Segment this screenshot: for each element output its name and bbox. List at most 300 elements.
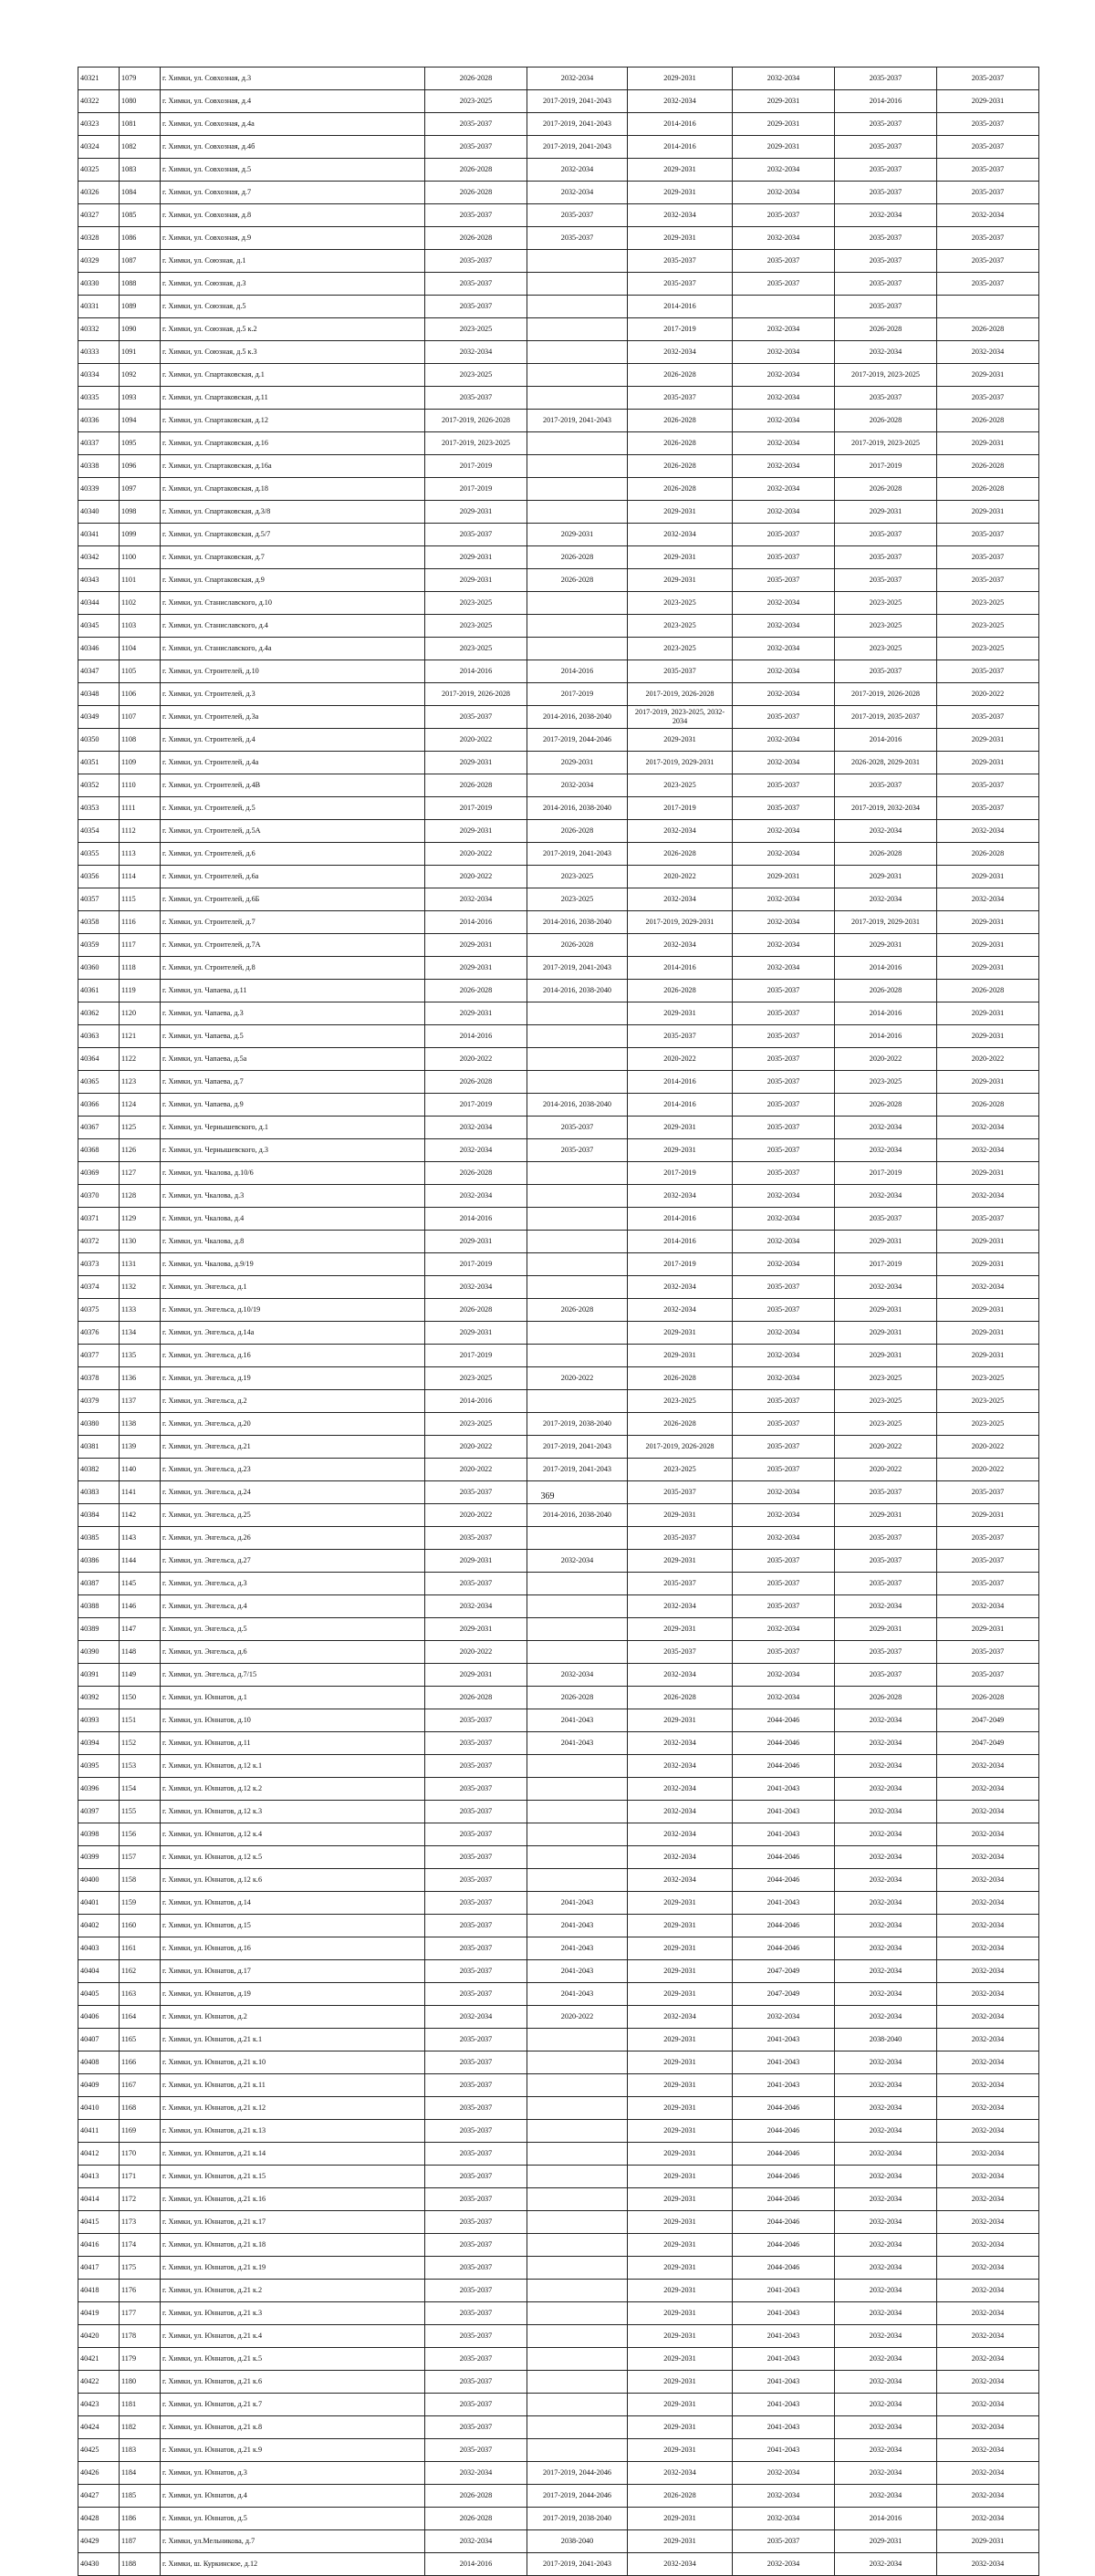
table-cell: 2029-2031 xyxy=(628,1322,733,1345)
table-cell: 2014-2016 xyxy=(835,729,937,752)
table-cell: 2026-2028 xyxy=(937,318,1039,341)
table-cell: г. Химки, ул. Юннатов, д.21 к.11 xyxy=(161,2074,425,2097)
table-cell: г. Химки, ул. Юннатов, д.12 к.6 xyxy=(161,1869,425,1892)
table-cell: г. Химки, ул. Юннатов, д.21 к.14 xyxy=(161,2143,425,2166)
table-cell: 2032-2034 xyxy=(937,2439,1039,2462)
table-cell: 2032-2034 xyxy=(835,2257,937,2280)
table-cell: 2032-2034 xyxy=(835,1983,937,2006)
table-cell: 2023-2025 xyxy=(425,592,527,615)
table-cell: 40383 xyxy=(78,1481,120,1504)
table-cell: 1128 xyxy=(120,1185,161,1208)
table-cell: 1147 xyxy=(120,1618,161,1641)
table-cell: 40414 xyxy=(78,2188,120,2211)
table-cell: 1162 xyxy=(120,1960,161,1983)
table-cell: 40337 xyxy=(78,432,120,455)
table-cell: 2026-2028 xyxy=(835,318,937,341)
table-cell: 2035-2037 xyxy=(835,524,937,546)
table-cell: 1135 xyxy=(120,1345,161,1367)
table-cell xyxy=(527,432,628,455)
table-cell: 40401 xyxy=(78,1892,120,1915)
table-cell: 2032-2034 xyxy=(937,2302,1039,2325)
table-cell xyxy=(527,2371,628,2394)
table-cell: 2029-2031 xyxy=(628,2188,733,2211)
table-cell: 2035-2037 xyxy=(628,1527,733,1550)
table-cell: 1164 xyxy=(120,2006,161,2029)
table-cell: г. Химки, ул. Совхозная, д.9 xyxy=(161,227,425,250)
table-cell: 2032-2034 xyxy=(628,524,733,546)
table-row xyxy=(78,455,1039,478)
table-cell: г. Химки, ул. Совхозная, д.5 xyxy=(161,159,425,182)
table-cell: 2029-2031 xyxy=(425,957,527,980)
table-cell xyxy=(527,2257,628,2280)
table-cell: 1178 xyxy=(120,2325,161,2348)
table-cell xyxy=(527,615,628,638)
table-cell: 1100 xyxy=(120,546,161,569)
table-cell: 2029-2031 xyxy=(733,866,835,888)
table-cell: 2044-2046 xyxy=(733,1869,835,1892)
table-cell xyxy=(527,1208,628,1231)
table-cell: 2032-2034 xyxy=(937,2325,1039,2348)
table-cell: 1132 xyxy=(120,1276,161,1299)
table-cell: 2017-2019 xyxy=(425,1253,527,1276)
table-cell: 2029-2031 xyxy=(527,524,628,546)
table-row xyxy=(78,1892,1039,1915)
table-cell: 2035-2037 xyxy=(937,546,1039,569)
table-cell: 2017-2019, 2041-2043 xyxy=(527,957,628,980)
table-cell: 2032-2034 xyxy=(733,478,835,501)
table-row xyxy=(78,615,1039,638)
table-cell: 2032-2034 xyxy=(733,182,835,204)
table-cell: 2032-2034 xyxy=(733,911,835,934)
table-row xyxy=(78,660,1039,683)
table-cell: 2032-2034 xyxy=(937,1960,1039,1983)
table-cell: 2035-2037 xyxy=(835,182,937,204)
table-cell: 2017-2019, 2023-2025, 2032-2034 xyxy=(628,706,733,729)
table-row xyxy=(78,1345,1039,1367)
table-cell xyxy=(527,1618,628,1641)
table-cell: г. Химки, ул. Чкалова, д.9/19 xyxy=(161,1253,425,1276)
table-cell: 2026-2028 xyxy=(425,1071,527,1094)
table-cell: 2035-2037 xyxy=(937,660,1039,683)
table-cell: 1165 xyxy=(120,2029,161,2051)
table-cell: 2032-2034 xyxy=(937,1801,1039,1823)
table-cell: 2035-2037 xyxy=(425,2074,527,2097)
table-cell: 2029-2031 xyxy=(425,820,527,843)
table-cell: 2032-2034 xyxy=(628,1823,733,1846)
table-row xyxy=(78,2097,1039,2120)
table-cell: 2035-2037 xyxy=(425,296,527,318)
table-cell xyxy=(733,296,835,318)
table-cell: 2023-2025 xyxy=(937,592,1039,615)
table-cell: 2029-2031 xyxy=(628,1618,733,1641)
table-cell: 2035-2037 xyxy=(425,204,527,227)
table-cell xyxy=(527,341,628,364)
table-cell: г. Химки, ул. Юннатов, д.5 xyxy=(161,2508,425,2530)
table-cell: 2035-2037 xyxy=(425,113,527,136)
table-cell: 2044-2046 xyxy=(733,2143,835,2166)
table-row xyxy=(78,2485,1039,2508)
table-cell: 2017-2019, 2029-2031 xyxy=(835,911,937,934)
table-cell xyxy=(527,1390,628,1413)
table-cell: 2032-2034 xyxy=(835,2348,937,2371)
table-cell: 40341 xyxy=(78,524,120,546)
table-cell: 1125 xyxy=(120,1117,161,1139)
table-cell: г. Химки, ул. Чкалова, д.3 xyxy=(161,1185,425,1208)
table-row xyxy=(78,364,1039,387)
table-row xyxy=(78,90,1039,113)
table-cell: 2026-2028 xyxy=(628,455,733,478)
table-cell: 2032-2034 xyxy=(835,1709,937,1732)
table-cell: 2023-2025 xyxy=(835,615,937,638)
table-cell: 1182 xyxy=(120,2416,161,2439)
table-cell: 2035-2037 xyxy=(733,1162,835,1185)
table-cell: 2035-2037 xyxy=(628,660,733,683)
table-cell: 2035-2037 xyxy=(527,1139,628,1162)
table-row xyxy=(78,501,1039,524)
table-cell: г. Химки, ул. Юннатов, д.4 xyxy=(161,2485,425,2508)
table-cell: 2035-2037 xyxy=(527,227,628,250)
table-cell: 2026-2028 xyxy=(835,1094,937,1117)
table-row xyxy=(78,1459,1039,1481)
table-cell: 2029-2031 xyxy=(835,1618,937,1641)
table-cell: 1185 xyxy=(120,2485,161,2508)
table-cell: 2029-2031 xyxy=(937,1299,1039,1322)
table-cell: 2032-2034 xyxy=(733,1527,835,1550)
table-cell: 2017-2019 xyxy=(835,455,937,478)
table-cell: 40428 xyxy=(78,2508,120,2530)
table-cell: 2035-2037 xyxy=(425,2166,527,2188)
table-row xyxy=(78,410,1039,432)
table-row xyxy=(78,2371,1039,2394)
table-cell: 40355 xyxy=(78,843,120,866)
table-cell: 2029-2031 xyxy=(425,1664,527,1687)
table-cell: 40339 xyxy=(78,478,120,501)
table-cell: 2032-2034 xyxy=(733,729,835,752)
table-cell xyxy=(527,2302,628,2325)
table-cell: г. Химки, ул. Энгельса, д.25 xyxy=(161,1504,425,1527)
table-cell: 2032-2034 xyxy=(937,2348,1039,2371)
table-cell: 2032-2034 xyxy=(835,2074,937,2097)
table-cell: 2032-2034 xyxy=(628,820,733,843)
table-cell: 1084 xyxy=(120,182,161,204)
table-cell xyxy=(527,2211,628,2234)
table-cell: 2032-2034 xyxy=(425,2006,527,2029)
table-row xyxy=(78,2439,1039,2462)
table-cell: 2035-2037 xyxy=(425,1527,527,1550)
table-cell: 40421 xyxy=(78,2348,120,2371)
table-cell: 2029-2031 xyxy=(628,182,733,204)
table-cell: 2032-2034 xyxy=(835,1732,937,1755)
table-cell: 2035-2037 xyxy=(733,1641,835,1664)
table-cell: 2029-2031 xyxy=(835,1299,937,1322)
table-cell: г. Химки, ул. Строителей, д.7А xyxy=(161,934,425,957)
table-cell: 2032-2034 xyxy=(937,1983,1039,2006)
table-cell xyxy=(527,250,628,273)
table-cell: 2032-2034 xyxy=(937,2074,1039,2097)
table-cell: 2029-2031 xyxy=(425,1550,527,1573)
table-cell: г. Химки, ул. Юннатов, д.12 к.2 xyxy=(161,1778,425,1801)
table-cell: 40356 xyxy=(78,866,120,888)
table-cell: 1137 xyxy=(120,1390,161,1413)
table-cell: 2032-2034 xyxy=(628,1778,733,1801)
table-cell: 2032-2034 xyxy=(733,820,835,843)
table-cell: 2014-2016 xyxy=(628,1208,733,1231)
table-row xyxy=(78,546,1039,569)
table-cell: 2035-2037 xyxy=(733,524,835,546)
table-cell: 2035-2037 xyxy=(937,774,1039,797)
table-cell: 2029-2031 xyxy=(628,1345,733,1367)
table-row xyxy=(78,569,1039,592)
table-cell: 1150 xyxy=(120,1687,161,1709)
table-cell: 2035-2037 xyxy=(937,569,1039,592)
table-row xyxy=(78,68,1039,90)
table-cell: 2029-2031 xyxy=(628,2029,733,2051)
table-cell: 2032-2034 xyxy=(835,1117,937,1139)
table-cell xyxy=(527,1253,628,1276)
table-cell: 2035-2037 xyxy=(733,1459,835,1481)
table-row xyxy=(78,1664,1039,1687)
table-cell: 2032-2034 xyxy=(733,957,835,980)
table-cell: 40343 xyxy=(78,569,120,592)
table-cell: 2035-2037 xyxy=(425,2371,527,2394)
table-cell: 2020-2022 xyxy=(835,1436,937,1459)
table-cell: 1152 xyxy=(120,1732,161,1755)
table-cell: 2032-2034 xyxy=(628,2553,733,2576)
table-row xyxy=(78,1299,1039,1322)
table-cell: 2044-2046 xyxy=(733,1846,835,1869)
table-cell: 1120 xyxy=(120,1002,161,1025)
table-cell: 2023-2025 xyxy=(937,615,1039,638)
table-cell: 2032-2034 xyxy=(733,364,835,387)
table-cell: 2032-2034 xyxy=(835,341,937,364)
table-row xyxy=(78,1117,1039,1139)
table-cell: 1148 xyxy=(120,1641,161,1664)
table-cell: 1111 xyxy=(120,797,161,820)
table-cell: 40333 xyxy=(78,341,120,364)
table-cell: г. Химки, ш. Куркинское, д.12 xyxy=(161,2553,425,2576)
table-cell: 2029-2031 xyxy=(628,2211,733,2234)
table-cell: 2029-2031 xyxy=(835,866,937,888)
table-cell: 2023-2025 xyxy=(628,1390,733,1413)
table-cell: 2032-2034 xyxy=(937,1117,1039,1139)
table-cell: г. Химки, ул. Чапаева, д.11 xyxy=(161,980,425,1002)
table-cell: 2014-2016, 2038-2040 xyxy=(527,1094,628,1117)
table-cell xyxy=(527,364,628,387)
table-cell: 2026-2028 xyxy=(628,1687,733,1709)
table-cell: 1095 xyxy=(120,432,161,455)
table-cell: 2041-2043 xyxy=(527,1892,628,1915)
table-cell: 1123 xyxy=(120,1071,161,1094)
table-cell: 2026-2028 xyxy=(835,410,937,432)
table-cell: 2029-2031 xyxy=(937,1345,1039,1367)
table-cell: 2026-2028 xyxy=(425,2508,527,2530)
table-cell: 2029-2031 xyxy=(937,752,1039,774)
table-row xyxy=(78,1573,1039,1595)
table-cell: 2017-2019, 2041-2043 xyxy=(527,90,628,113)
table-cell: г. Химки, ул. Совхозная, д.3 xyxy=(161,68,425,90)
table-cell: 2035-2037 xyxy=(937,387,1039,410)
table-cell xyxy=(527,478,628,501)
table-cell: 2032-2034 xyxy=(937,2371,1039,2394)
table-cell: 2032-2034 xyxy=(733,68,835,90)
table-cell: г. Химки, ул. Чкалова, д.4 xyxy=(161,1208,425,1231)
table-cell: 2032-2034 xyxy=(425,341,527,364)
table-cell: 1183 xyxy=(120,2439,161,2462)
table-cell: 2023-2025 xyxy=(835,592,937,615)
table-cell: 2029-2031 xyxy=(628,1937,733,1960)
table-cell xyxy=(527,1162,628,1185)
table-cell: 2032-2034 xyxy=(628,888,733,911)
table-cell: 2032-2034 xyxy=(937,2006,1039,2029)
table-cell: 2029-2031 xyxy=(425,752,527,774)
table-cell: 40368 xyxy=(78,1139,120,1162)
table-cell: 2035-2037 xyxy=(835,1573,937,1595)
table-cell: 2047-2049 xyxy=(937,1732,1039,1755)
table-cell: 1108 xyxy=(120,729,161,752)
table-cell: 40412 xyxy=(78,2143,120,2166)
table-cell: 40392 xyxy=(78,1687,120,1709)
table-cell: 2041-2043 xyxy=(733,2325,835,2348)
table-cell: 2035-2037 xyxy=(937,68,1039,90)
table-cell: 2032-2034 xyxy=(425,1276,527,1299)
table-cell: 2035-2037 xyxy=(937,706,1039,729)
table-cell xyxy=(527,2394,628,2416)
table-cell: 2026-2028, 2029-2031 xyxy=(835,752,937,774)
table-cell: 2035-2037 xyxy=(835,250,937,273)
table-cell: 2023-2025 xyxy=(425,1413,527,1436)
table-cell: 1090 xyxy=(120,318,161,341)
table-cell: 2014-2016 xyxy=(425,1390,527,1413)
table-cell: 40395 xyxy=(78,1755,120,1778)
table-cell: 2032-2034 xyxy=(835,1755,937,1778)
table-row xyxy=(78,1276,1039,1299)
table-cell: 2041-2043 xyxy=(527,1960,628,1983)
table-cell xyxy=(527,2074,628,2097)
table-cell: 2026-2028 xyxy=(527,934,628,957)
table-row xyxy=(78,204,1039,227)
table-cell: 2044-2046 xyxy=(733,1915,835,1937)
table-cell: 1170 xyxy=(120,2143,161,2166)
table-cell: 2029-2031 xyxy=(628,1709,733,1732)
table-cell: 2032-2034 xyxy=(628,1299,733,1322)
table-cell: 2032-2034 xyxy=(835,2371,937,2394)
table-cell xyxy=(527,2051,628,2074)
table-cell: г. Химки, ул. Станиславского, д.4а xyxy=(161,638,425,660)
table-cell: 2023-2025 xyxy=(835,1071,937,1094)
table-cell: 2017-2019 xyxy=(425,797,527,820)
table-cell: г. Химки, ул. Совхозная, д.4а xyxy=(161,113,425,136)
table-cell: 2014-2016 xyxy=(835,1002,937,1025)
table-cell: 1119 xyxy=(120,980,161,1002)
table-cell: 40331 xyxy=(78,296,120,318)
table-cell: 2032-2034 xyxy=(733,2508,835,2530)
table-cell: 2035-2037 xyxy=(835,1550,937,1573)
table-cell: 2032-2034 xyxy=(733,227,835,250)
table-cell: 2032-2034 xyxy=(937,1846,1039,1869)
table-cell: 1139 xyxy=(120,1436,161,1459)
table-row xyxy=(78,1162,1039,1185)
table-row xyxy=(78,1504,1039,1527)
table-cell: 2041-2043 xyxy=(733,2371,835,2394)
table-cell: 2044-2046 xyxy=(733,2234,835,2257)
table-cell: 2026-2028 xyxy=(527,1687,628,1709)
table-row xyxy=(78,318,1039,341)
table-cell: 2017-2019, 2041-2043 xyxy=(527,1459,628,1481)
table-cell: 2032-2034 xyxy=(835,204,937,227)
table-cell: 1145 xyxy=(120,1573,161,1595)
table-cell: г. Химки, ул. Чкалова, д.8 xyxy=(161,1231,425,1253)
table-cell: 2032-2034 xyxy=(733,1664,835,1687)
table-cell: 2032-2034 xyxy=(425,2462,527,2485)
table-cell: г. Химки, ул. Чапаева, д.3 xyxy=(161,1002,425,1025)
table-cell: 2023-2025 xyxy=(628,638,733,660)
table-row xyxy=(78,432,1039,455)
table-cell: 2032-2034 xyxy=(628,1755,733,1778)
table-cell: 40398 xyxy=(78,1823,120,1846)
table-cell: 2026-2028 xyxy=(527,546,628,569)
table-cell: 2020-2022 xyxy=(425,843,527,866)
table-cell: 1103 xyxy=(120,615,161,638)
table-cell: 1081 xyxy=(120,113,161,136)
table-cell: 2032-2034 xyxy=(835,2280,937,2302)
table-cell: 2032-2034 xyxy=(835,2394,937,2416)
table-cell: г. Химки, ул. Спартаковская, д.12 xyxy=(161,410,425,432)
table-cell: 2032-2034 xyxy=(733,843,835,866)
table-cell: 40328 xyxy=(78,227,120,250)
table-cell: 40367 xyxy=(78,1117,120,1139)
table-cell: 2029-2031 xyxy=(937,1504,1039,1527)
table-cell xyxy=(527,1276,628,1299)
table-cell: г. Химки, ул. Энгельса, д.21 xyxy=(161,1436,425,1459)
table-cell: 2032-2034 xyxy=(733,501,835,524)
table-row xyxy=(78,1732,1039,1755)
table-row xyxy=(78,1094,1039,1117)
table-row xyxy=(78,1983,1039,2006)
table-cell: 1117 xyxy=(120,934,161,957)
table-cell: 1129 xyxy=(120,1208,161,1231)
table-row xyxy=(78,1025,1039,1048)
table-cell: 2041-2043 xyxy=(733,2302,835,2325)
table-cell: 2020-2022 xyxy=(425,1641,527,1664)
table-cell: 40360 xyxy=(78,957,120,980)
table-cell: 2023-2025 xyxy=(425,615,527,638)
table-cell: 2026-2028 xyxy=(628,843,733,866)
table-cell: 2032-2034 xyxy=(527,182,628,204)
table-cell: 40372 xyxy=(78,1231,120,1253)
table-cell: 1188 xyxy=(120,2553,161,2576)
table-cell: 1163 xyxy=(120,1983,161,2006)
table-cell: г. Химки, ул. Юннатов, д.15 xyxy=(161,1915,425,1937)
table-cell: 2020-2022 xyxy=(835,1048,937,1071)
table-cell: г. Химки, ул. Строителей, д.5 xyxy=(161,797,425,820)
table-cell: 40406 xyxy=(78,2006,120,2029)
table-cell: 2032-2034 xyxy=(425,1117,527,1139)
table-cell: 2032-2034 xyxy=(835,2097,937,2120)
table-cell: 40408 xyxy=(78,2051,120,2074)
table-cell: г. Химки, ул. Энгельса, д.23 xyxy=(161,1459,425,1481)
table-cell: 2032-2034 xyxy=(733,660,835,683)
table-cell: г. Химки, ул. Строителей, д.4 xyxy=(161,729,425,752)
table-cell: г. Химки, ул. Спартаковская, д.3/8 xyxy=(161,501,425,524)
table-cell: 40407 xyxy=(78,2029,120,2051)
table-cell: 2029-2031 xyxy=(425,1618,527,1641)
table-cell: 2029-2031 xyxy=(628,1960,733,1983)
table-cell: 2035-2037 xyxy=(425,2257,527,2280)
table-cell: 2032-2034 xyxy=(937,820,1039,843)
table-cell: 2020-2022 xyxy=(425,866,527,888)
table-cell: 40382 xyxy=(78,1459,120,1481)
table-cell: 2014-2016 xyxy=(835,2508,937,2530)
